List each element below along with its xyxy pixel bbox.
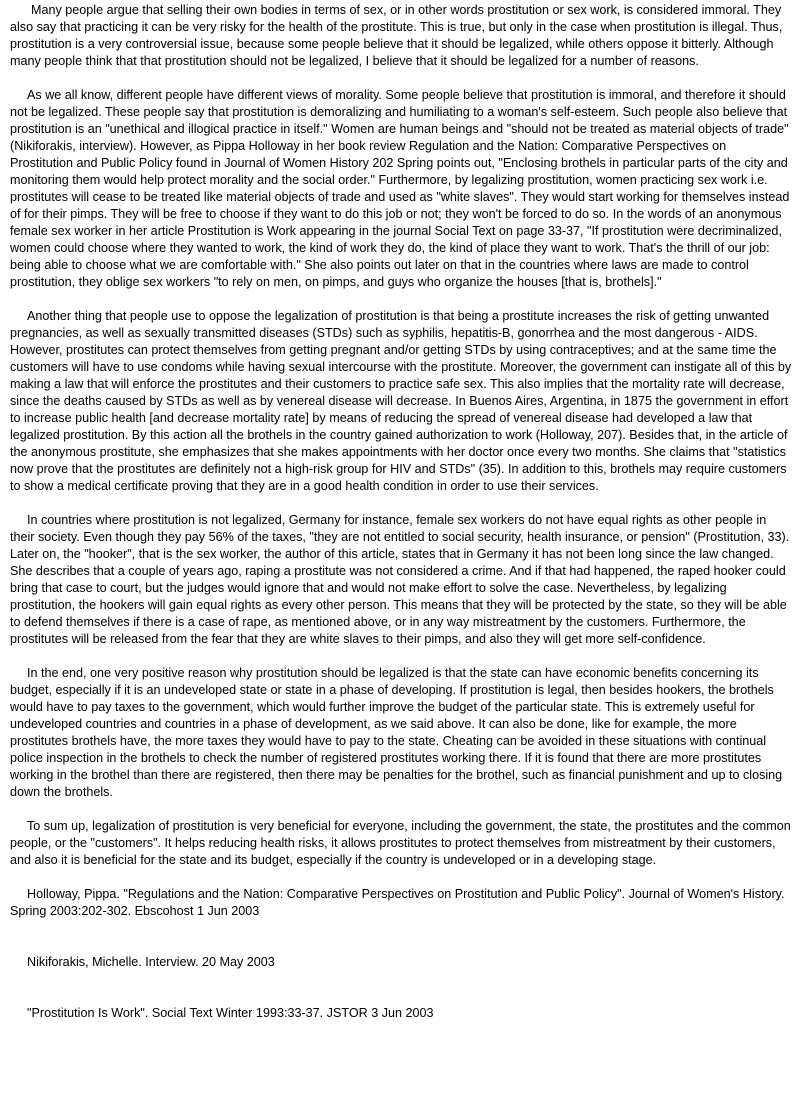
paragraph-economic-benefits: In the end, one very positive reason why prostitution should be legalized is that the state can have economic benefits concerning its budget, especially if it is an undeveloped state or state in a phase of developing. If prostitution is legal, then besides hookers, the brothels would have to pay taxes to the government, which would further improve the budget of the particular state. This is extremely useful for undeveloped countries and countries in a phase of development, as we said above. It can also be done, like for example, the more prostitutes brothels have, the more taxes they would have to pay to the state. Cheating can be avoided in these situations with continual police inspection in the brothels to check the number of registered prostitutes working there. If it is found that there are more prostitutes working in the brothel than there are registered, then there may be penalties for the brothel, such as financial punishment and up to closing down the brothels. <box>10 666 783 799</box>
reference-spacer <box>10 988 792 1005</box>
reference-nikiforakis: Nikiforakis, Michelle. Interview. 20 May 2003 <box>27 955 275 969</box>
references-section <box>10 886 792 1022</box>
reference-holloway: Holloway, Pippa. "Regulations and the Nation: Comparative Perspectives on Prostitution and Public Policy". Journal of Women's History. Spring 2003:202-302. Ebscohost 1 Jun 2003 <box>10 887 785 918</box>
paragraph-health-risks: Another thing that people use to oppose the legalization of prostitution is that being a prostitute increases the risk of getting unwanted pregnancies, as well as sexually transmitted diseases (STDs) such as syphilis, hepatitis-B, gonorrhea and the most dangerous - AIDS. However, prostitutes can protect themselves from getting pregnant and/or getting STDs by using contraceptives; and at the same time the customers will have to use condoms while having sexual intercourse with the prostitute. Moreover, the government can instigate all of this by making a law that will enforce the prostitutes and their customers to practice safe sex. This also implies that the mortality rate will decrease, since the deaths caused by STDs as well as by venereal disease will decrease. In Buenos Aires, Argentina, in 1875 the government in effort to increase public health [and decrease mortality rate] by means of reducing the spread of venereal disease had developed a law that legalized prostitution. By this action all the brothels in the country gained authorization to work (Holloway, 207). Besides that, in the article of the anonymous prostitute, she emphasizes that she makes appointments with her doctor once every two months. She claims that "statistics now prove that the prostitutes are definitely not a high-risk group for HIV and STDs" (35). In addition to this, brothels may require customers to show a medical certificate proving that they are in a good health condition in order to use their services. <box>10 309 792 493</box>
paragraph-morality: As we all know, different people have different views of morality. Some people believe that prostitution is immoral, and therefore it should not be legalized. These people say that prostitution is demoralizing and humiliating to a woman's self-esteem. Such people also believe that prostitution is an "unethical and illogical practice in itself." Women are human beings and "should not be treated as material objects of trade" (Nikiforakis, interview). However, as Pippa Holloway in her book review Regulation and the Nation: Comparative Perspectives on Prostitution and Public Policy found in Journal of Women History 202 Spring points out, "Enclosing brothels in particular parts of the city and monitoring them would help protect morality and the social order." Furthermore, by legalizing prostitution, women practicing sex work i.e. prostitutes will cease to be treated like material objects of trade and used as "white slaves". They would start working for themselves instead of for their pimps. They will be free to choose if they want to do this job or not; they won't be forced to do so. In the words of an anonymous female sex worker in her article Prostitution is Work appearing in the journal Social Text on page 33-37, "If prostitution were decriminalized, women could choose where they wanted to work, the kind of work they do, the kind of place they want to work. That's the thrill of our job: being able to choose what we are comfortable with." She also points out later on that in the countries where laws are made to control prostitution, they oblige sex workers "to rely on men, on pimps, and guys who organize the houses [that is, brothels]." <box>10 88 790 289</box>
paragraph-equal-rights: In countries where prostitution is not legalized, Germany for instance, female sex workers do not have equal rights as other people in their society. Even though they pay 56% of the taxes, "they are not entitled to social security, health insurance, or pension" (Prostitution, 33). Later on, the "hooker", that is the sex worker, the author of this article, states that in Germany it has not been long since the law changed. She describes that a couple of years ago, raping a prostitute was not considered a crime. And if that had happened, the raped hooker could bring that case to court, but the judges would ignore that and would not make effort to solve the case. Nevertheless, by legalizing prostitution, the hookers will gain equal rights as every other person. This means that they will be protected by the state, so they will be able to defend themselves if there is a case of rape, as mentioned above, or in any way mistreatment by the customers. Furthermore, the prostitutes will be released from the fear that they are white slaves to their pimps, and also they will get more self-confidence. <box>10 513 790 646</box>
paragraph-introduction: Many people argue that selling their own bodies in terms of sex, or in other words prostitution or sex work, is considered immoral. They also say that practicing it can be very risky for the health of the prostitute. This is true, but only in the case when prostitution is illegal. Thus, prostitution is a very controversial issue, because some people believe that it should be legalized, while others oppose it bitterly. Although many people think that that prostitution should not be legalized, I believe that it should be legalized for a number of reasons. <box>10 3 783 68</box>
essay-document <box>10 2 792 1039</box>
reference-spacer <box>10 937 792 954</box>
paragraph-conclusion: To sum up, legalization of prostitution is very beneficial for everyone, including the government, the state, the prostitutes and the common people, or the "customers". It helps reducing health risks, it allows prostitutes to protect themselves from mistreatment by their customers, and also it is beneficial for the state and its budget, especially if the country is undeveloped or in a developing stage. <box>10 819 791 867</box>
reference-prostitution-is-work: "Prostitution Is Work". Social Text Winter 1993:33-37. JSTOR 3 Jun 2003 <box>27 1006 434 1020</box>
